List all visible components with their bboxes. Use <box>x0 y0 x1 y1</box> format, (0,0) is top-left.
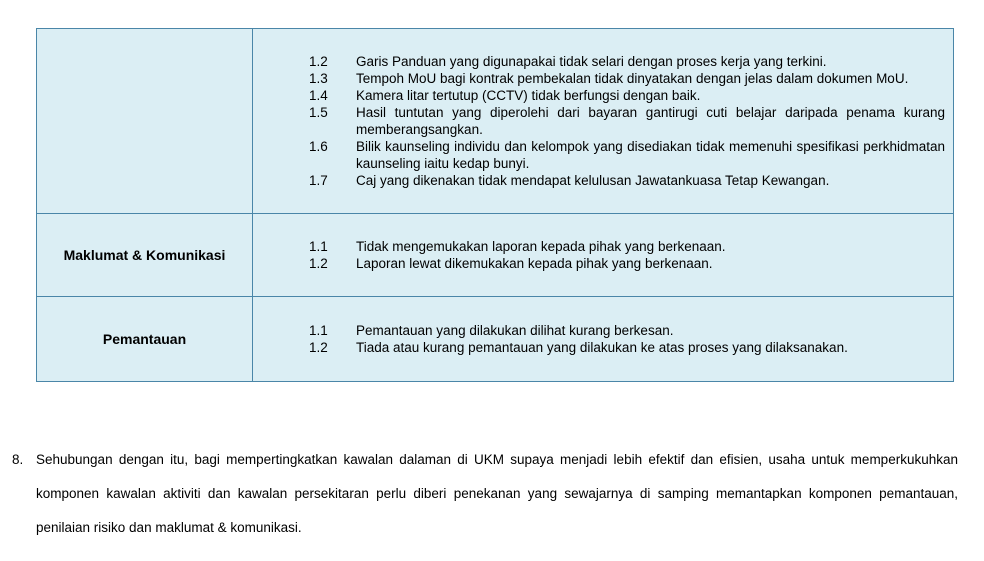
table-row <box>37 297 954 382</box>
component-label <box>37 29 253 214</box>
list-item <box>309 172 945 189</box>
list-item <box>309 322 945 339</box>
item-number: 1.6 <box>309 139 328 154</box>
item-text: Tiada atau kurang pemantauan yang dilakukan ke atas proses yang dilaksanakan. <box>356 340 848 355</box>
item-text: Tidak mengemukakan laporan kepada pihak yang berkenaan. <box>356 239 726 254</box>
item-number: 1.2 <box>309 54 328 69</box>
list-item <box>309 138 945 172</box>
paragraph <box>12 443 958 545</box>
list-item <box>309 87 945 104</box>
component-label: Pemantauan <box>37 297 253 382</box>
item-text: Garis Panduan yang digunapakai tidak selari dengan proses kerja yang terkini. <box>356 54 827 69</box>
list-item <box>309 70 945 87</box>
table-row <box>37 214 954 297</box>
list-item <box>309 104 945 138</box>
item-number: 1.7 <box>309 173 328 188</box>
paragraph-number: 8. <box>12 452 24 467</box>
item-number: 1.2 <box>309 340 328 355</box>
item-number: 1.2 <box>309 256 328 271</box>
item-text: Kamera litar tertutup (CCTV) tidak berfungsi dengan baik. <box>356 88 701 103</box>
item-text: Caj yang dikenakan tidak mendapat kelulusan Jawatankuasa Tetap Kewangan. <box>356 173 830 188</box>
findings-table <box>36 28 954 382</box>
item-text: Laporan lewat dikemukakan kepada pihak yang berkenaan. <box>356 256 713 271</box>
list-item <box>309 53 945 70</box>
item-text: Hasil tuntutan yang diperolehi dari bayaran gantirugi cuti belajar daripada penama kurang memberangsangkan. <box>356 105 945 137</box>
item-number: 1.1 <box>309 323 328 338</box>
finding-list <box>309 238 945 272</box>
list-item <box>309 238 945 255</box>
item-text: Bilik kaunseling individu dan kelompok yang disediakan tidak memenuhi spesifikasi perkhidmatan kaunseling iaitu kedap bunyi. <box>356 139 945 171</box>
item-number: 1.5 <box>309 105 328 120</box>
list-item <box>309 255 945 272</box>
component-label: Maklumat & Komunikasi <box>37 214 253 297</box>
table-row <box>37 29 954 214</box>
item-text: Tempoh MoU bagi kontrak pembekalan tidak dinyatakan dengan jelas dalam dokumen MoU. <box>356 71 909 86</box>
item-number: 1.3 <box>309 71 328 86</box>
item-text: Pemantauan yang dilakukan dilihat kurang berkesan. <box>356 323 674 338</box>
finding-list <box>309 322 945 356</box>
item-number: 1.1 <box>309 239 328 254</box>
list-item <box>309 339 945 356</box>
finding-list <box>309 53 945 189</box>
paragraph-text: Sehubungan dengan itu, bagi mempertingkatkan kawalan dalaman di UKM supaya menjadi lebih efektif dan efisien, usaha untuk memperkukuhkan komponen kawalan aktiviti dan kawalan persekitaran perlu diberi penekanan yang sewajarnya di samping memantapkan komponen pemantauan, penilaian risiko dan maklumat & komunikasi. <box>36 452 958 535</box>
item-number: 1.4 <box>309 88 328 103</box>
